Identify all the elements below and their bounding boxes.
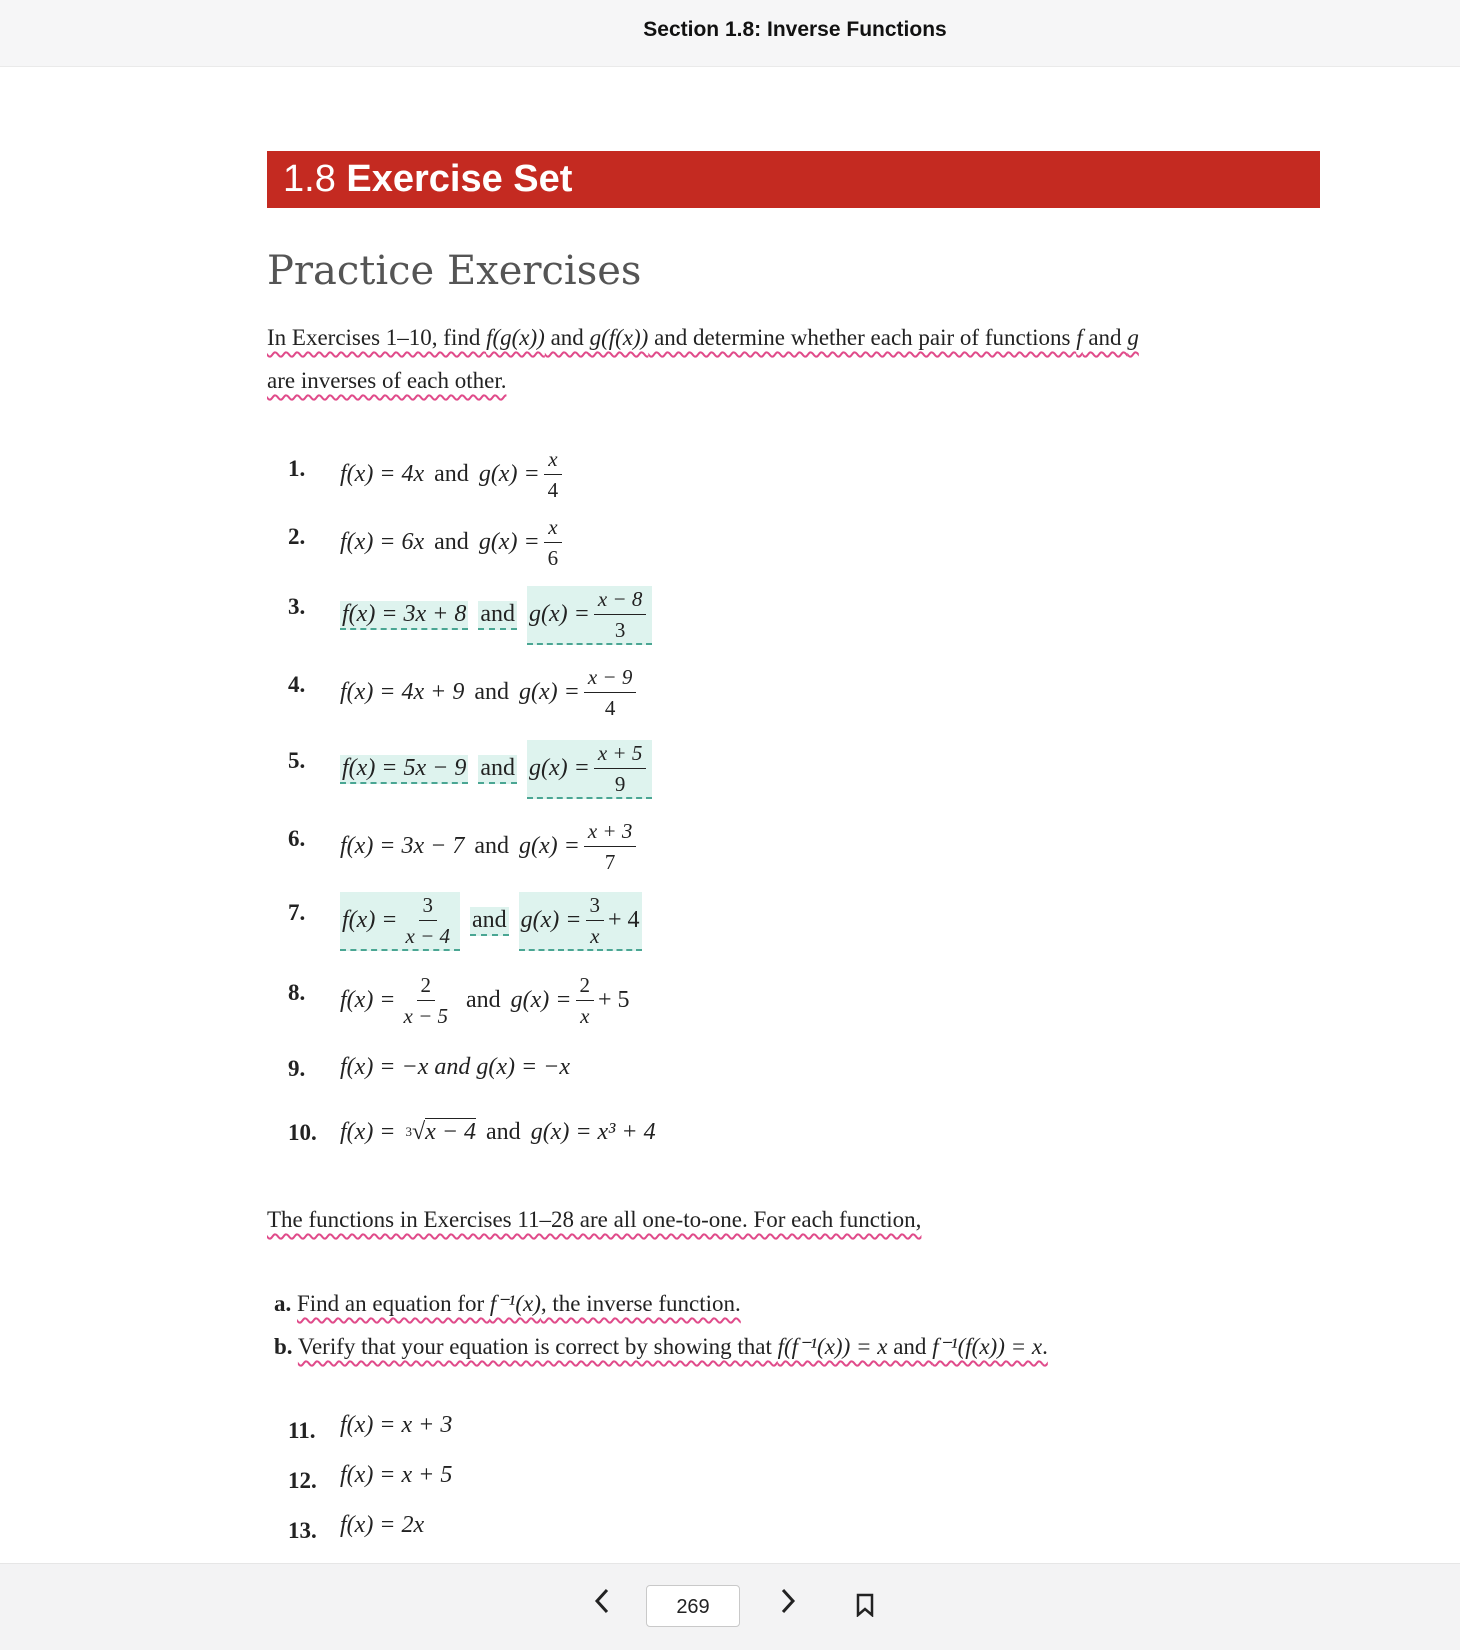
exercise-number: 13. — [288, 1518, 317, 1543]
section-title-header: Section 1.8: Inverse Functions — [643, 18, 947, 41]
banner-label: Exercise Set — [346, 158, 573, 200]
exercise-number: 2. — [288, 524, 306, 549]
bookmark-icon[interactable] — [856, 1593, 874, 1617]
practice-exercises-heading: Practice Exercises — [267, 248, 642, 294]
part-b: b. Verify that your equation is correct by showing that f(f⁻¹(x)) = x and f⁻¹(f(x)) = x. — [274, 1334, 1048, 1359]
exercise-number: 4. — [288, 672, 306, 697]
exercise-12: f(x) = x + 5 — [340, 1462, 453, 1488]
exercise-5: f(x) = 5x − 9 and g(x) = $\frac{x + 5}{9}$ — [340, 740, 652, 799]
exercise-13: f(x) = 2x — [340, 1512, 425, 1538]
page-number-field[interactable]: 269 — [646, 1585, 740, 1627]
exercise-number: 10. — [288, 1120, 317, 1145]
page-navigation-bar — [0, 1563, 1460, 1650]
exercise-number: 9. — [288, 1056, 306, 1081]
part-a: a. Find an equation for f⁻¹(x), the inverse function. — [274, 1291, 741, 1316]
exercise-2: f(x) = 6x and g(x) = $\frac{x}{6}$ — [340, 514, 566, 571]
exercise-1: f(x) = 4x and g(x) = $\frac{x}{4}$ — [340, 446, 566, 503]
intro-paragraph-2: The functions in Exercises 11–28 are all one-to-one. For each function, — [267, 1207, 922, 1232]
exercise-number: 7. — [288, 900, 306, 925]
exercise-7: f(x) = $\frac{3}{x - 4}$ and g(x) = $\frac{3}{x}$ + 4 — [340, 892, 642, 951]
chevron-left-icon[interactable] — [584, 1586, 620, 1626]
exercise-number: 8. — [288, 980, 306, 1005]
exercise-number: 5. — [288, 748, 306, 773]
exercise-4: f(x) = 4x + 9 and g(x) = $\frac{x - 9}{4}$ — [340, 664, 640, 721]
exercise-number: 12. — [288, 1468, 317, 1493]
exercise-10: f(x) = 3 √ x − 4 and g(x) = x³ + 4 — [340, 1118, 656, 1145]
exercise-set-banner — [267, 151, 1320, 208]
intro-paragraph-1: In Exercises 1–10, find f(g(x)) and g(f(x)) and determine whether each pair of functions f and g are inverses of each other. — [267, 325, 1139, 393]
chevron-right-icon[interactable] — [770, 1586, 806, 1626]
top-bar — [0, 0, 1460, 67]
banner-number: 1.8 — [283, 158, 336, 200]
exercise-8: f(x) = $\frac{2}{x - 5}$ and g(x) = $\frac{2}{x}$ + 5 — [340, 973, 630, 1028]
exercise-11: f(x) = x + 3 — [340, 1412, 453, 1438]
exercise-number: 6. — [288, 826, 306, 851]
exercise-9: f(x) = −x and g(x) = −x — [340, 1054, 571, 1080]
exercise-number: 11. — [288, 1418, 316, 1443]
exercise-number: 3. — [288, 594, 306, 619]
exercise-3: f(x) = 3x + 8 and g(x) = $\frac{x - 8}{3}$ — [340, 586, 652, 645]
exercise-number: 1. — [288, 456, 306, 481]
exercise-6: f(x) = 3x − 7 and g(x) = $\frac{x + 3}{7}$ — [340, 818, 640, 875]
